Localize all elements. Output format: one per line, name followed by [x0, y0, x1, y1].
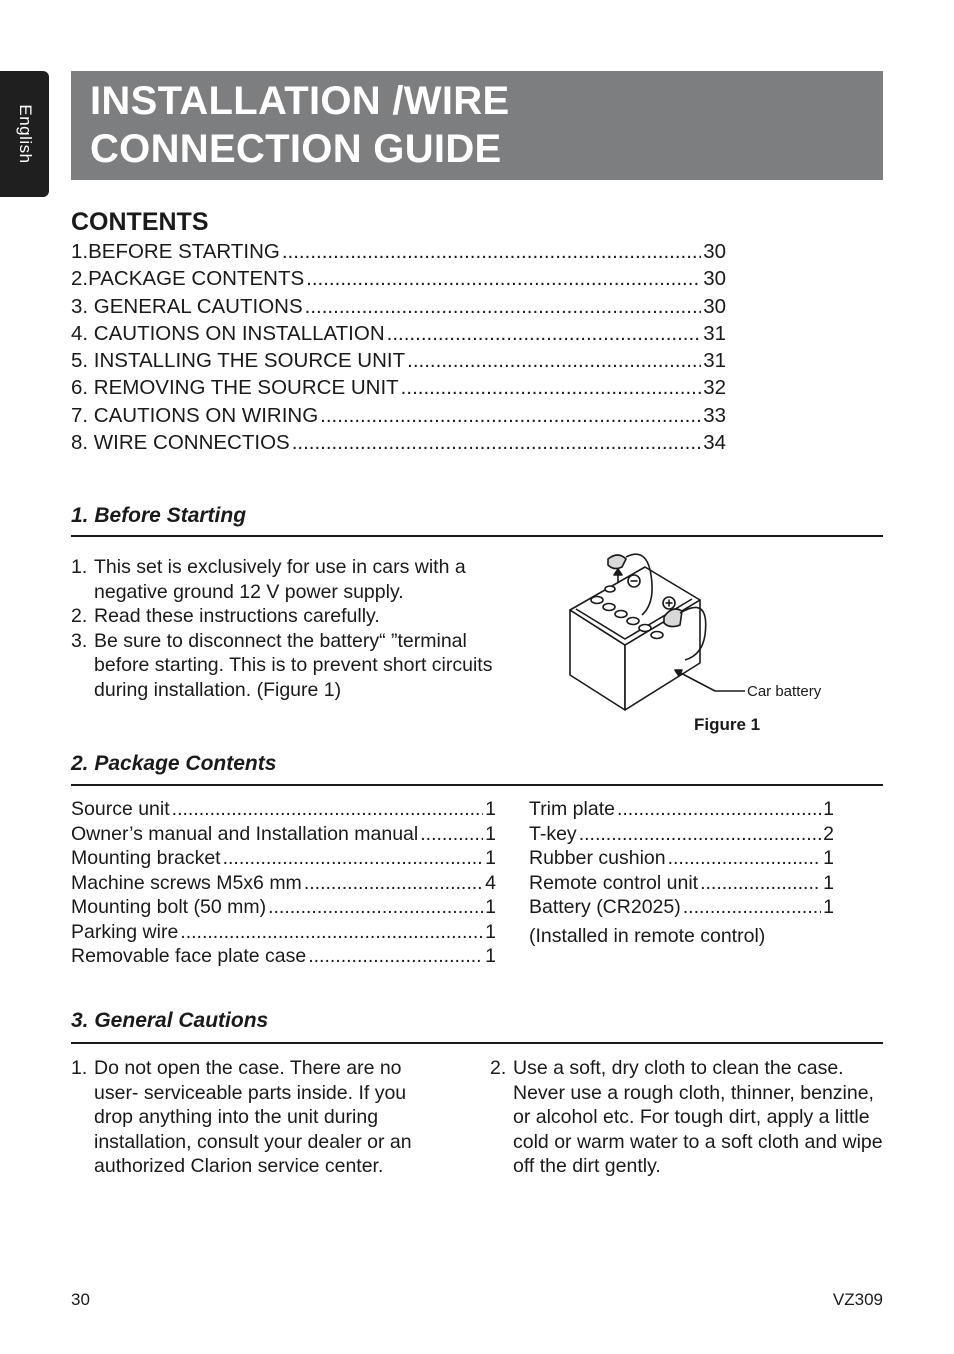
package-item — [71, 847, 496, 872]
toc-entry-page: 31 — [703, 349, 726, 373]
package-item-name: Remote control unit — [529, 871, 699, 894]
page-title-line-2: CONNECTION GUIDE — [90, 127, 502, 171]
package-item-qty: 4 — [485, 871, 496, 894]
package-item-name: Rubber cushion — [529, 847, 666, 869]
toc-entry[interactable] — [71, 322, 726, 349]
toc-entry-page: 33 — [703, 403, 726, 427]
leader-dots — [700, 872, 821, 895]
toc-entry-label: 7. CAUTIONS ON WIRING — [71, 403, 319, 427]
list-item-text: Use a soft, dry cloth to clean the case. Never use a rough cloth, thinner, benzine, or alcohol etc. For tough dirt, apply a little cold or warm water to a soft cloth and wipe off the dirt gently. — [513, 1057, 883, 1178]
list-item — [71, 629, 511, 703]
list-item-text: This set is exclusively for use in cars with a negative ground 12 V power supply. — [94, 556, 466, 603]
list-item-number: 2. — [71, 605, 88, 628]
list-item-text: Read these instructions carefully. — [94, 605, 380, 628]
car-battery-illustration — [560, 545, 840, 740]
package-list-left — [71, 798, 496, 970]
section-heading-before-starting: 1. Before Starting — [71, 504, 247, 527]
package-item-qty: 1 — [485, 798, 496, 820]
leader-dots — [420, 823, 483, 846]
toc-leader-dots — [401, 376, 702, 400]
language-tab — [0, 71, 49, 197]
list-item — [71, 604, 511, 629]
package-item-name: Mounting bolt (50 mm) — [71, 896, 267, 918]
package-item-name: Removable face plate case — [71, 945, 307, 967]
package-item-name: Trim plate — [529, 798, 615, 820]
package-item-name: Mounting bracket — [71, 847, 221, 869]
package-item-name: Source unit — [71, 798, 170, 820]
package-item — [71, 921, 496, 946]
leader-dots — [223, 847, 484, 870]
package-item-name: Battery (CR2025) — [529, 896, 681, 918]
package-item-name: Parking wire — [71, 920, 179, 943]
general-cautions-list-right — [490, 1056, 883, 1179]
leader-dots — [172, 798, 483, 821]
table-of-contents — [71, 240, 726, 458]
package-item-qty: 1 — [823, 871, 834, 894]
toc-entry-page: 30 — [703, 267, 726, 291]
toc-entry[interactable] — [71, 349, 726, 376]
general-cautions-list-left — [71, 1056, 441, 1179]
figure-caption: Figure 1 — [694, 715, 761, 734]
leader-dots — [683, 896, 821, 919]
package-item — [529, 872, 834, 897]
leader-dots — [668, 847, 822, 870]
toc-entry-label: 8. WIRE CONNECTIOS — [71, 431, 290, 455]
toc-entry-label: 1.BEFORE STARTING — [71, 240, 280, 263]
package-item-qty: 1 — [485, 945, 496, 967]
toc-entry-page: 30 — [703, 240, 726, 263]
section-divider — [71, 535, 883, 537]
package-item-qty: 1 — [823, 847, 834, 869]
toc-leader-dots — [320, 404, 701, 428]
leader-dots — [180, 921, 483, 944]
leader-dots — [579, 823, 821, 846]
package-item — [529, 798, 834, 823]
toc-leader-dots — [407, 349, 701, 373]
toc-entry-page: 30 — [703, 294, 726, 318]
package-item — [529, 823, 834, 848]
toc-entry[interactable] — [71, 295, 726, 322]
package-item-qty: 2 — [823, 822, 834, 845]
package-item — [71, 945, 496, 970]
package-list-right — [529, 798, 834, 948]
package-item — [71, 798, 496, 823]
title-banner — [71, 71, 883, 180]
toc-entry[interactable] — [71, 240, 726, 267]
package-item — [529, 847, 834, 872]
page-title — [90, 77, 883, 173]
toc-leader-dots — [306, 267, 701, 291]
page-title-line-1: INSTALLATION /WIRE — [90, 79, 510, 123]
toc-entry-label: 6. REMOVING THE SOURCE UNIT — [71, 376, 399, 400]
toc-entry-label: 5. INSTALLING THE SOURCE UNIT — [71, 349, 406, 373]
page-number: 30 — [71, 1290, 90, 1309]
package-item — [529, 896, 834, 921]
list-item — [71, 1056, 441, 1179]
list-item-number: 1. — [71, 1057, 88, 1079]
section-heading-general-cautions: 3. General Cautions — [71, 1009, 269, 1032]
toc-leader-dots — [292, 431, 702, 455]
contents-heading: CONTENTS — [71, 208, 209, 236]
package-item-name: Owner’s manual and Installation manual — [71, 822, 419, 845]
toc-entry-page: 31 — [703, 321, 726, 345]
section-heading-package-contents: 2. Package Contents — [71, 752, 277, 775]
section-divider — [71, 784, 883, 786]
package-item-qty: 1 — [485, 822, 496, 845]
toc-entry-page: 32 — [703, 376, 726, 400]
list-item-number: 1. — [71, 556, 88, 578]
list-item-text: Be sure to disconnect the battery“ ”terminal before starting. This is to prevent short circuits during installation. (Figure 1) — [94, 629, 493, 701]
toc-entry[interactable] — [71, 431, 726, 458]
toc-entry-page: 34 — [703, 431, 726, 455]
leader-dots — [308, 945, 483, 968]
language-tab-label: English — [15, 104, 35, 164]
toc-entry-label: 2.PACKAGE CONTENTS — [71, 267, 305, 291]
package-item-name: T-key — [529, 822, 577, 845]
toc-entry-label: 3. GENERAL CAUTIONS — [71, 294, 303, 318]
list-item — [71, 555, 511, 604]
toc-entry[interactable] — [71, 267, 726, 294]
toc-entry[interactable] — [71, 376, 726, 403]
list-item-number: 2. — [490, 1057, 507, 1079]
leader-dots — [617, 798, 821, 821]
toc-entry[interactable] — [71, 404, 726, 431]
package-note: (Installed in remote control) — [529, 924, 766, 947]
toc-leader-dots — [305, 295, 702, 319]
package-item-qty: 1 — [485, 896, 496, 918]
package-item-qty: 1 — [485, 920, 496, 943]
leader-dots — [304, 872, 483, 895]
package-item — [71, 896, 496, 921]
list-item-number: 3. — [71, 629, 88, 652]
toc-leader-dots — [282, 240, 701, 264]
list-item-text: Do not open the case. There are no user- serviceable parts inside. If you drop anything into the unit during installation, consult your dealer or an authorized Clarion service center. — [94, 1057, 412, 1178]
package-item-name: Machine screws M5x6 mm — [71, 871, 302, 894]
package-item-qty: 1 — [485, 847, 496, 869]
figure-callout-car-battery: Car battery — [747, 683, 822, 700]
before-starting-list — [71, 555, 511, 703]
section-divider — [71, 1042, 883, 1044]
leader-dots — [268, 896, 483, 919]
package-item — [71, 823, 496, 848]
toc-leader-dots — [387, 322, 702, 346]
package-item — [71, 872, 496, 897]
list-item — [490, 1056, 883, 1179]
package-item-qty: 1 — [823, 896, 834, 918]
toc-entry-label: 4. CAUTIONS ON INSTALLATION — [71, 321, 385, 345]
model-number: VZ309 — [832, 1290, 883, 1309]
package-item-qty: 1 — [823, 798, 834, 820]
